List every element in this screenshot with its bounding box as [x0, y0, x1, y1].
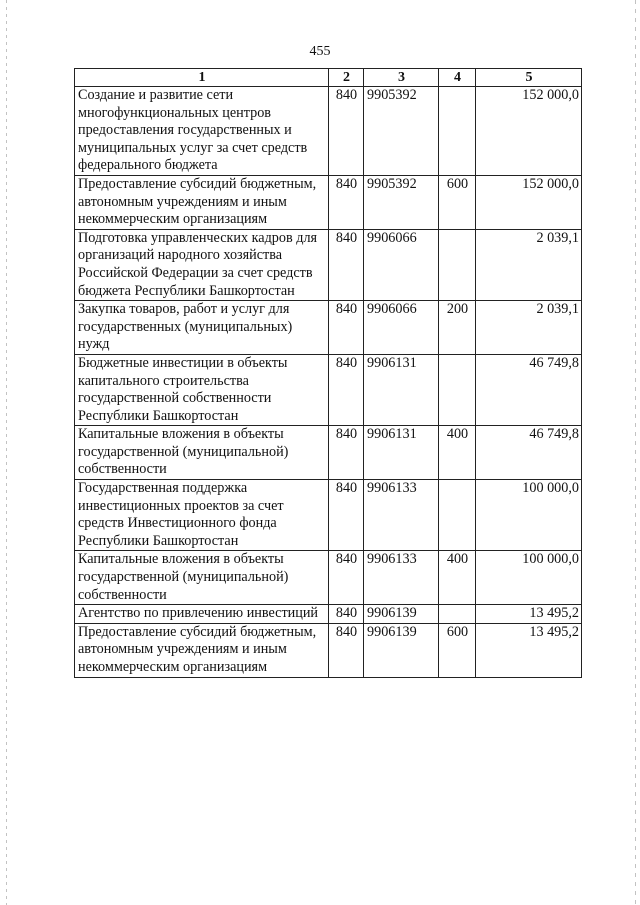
scan-edge-right	[635, 0, 636, 905]
budget-table	[74, 68, 582, 678]
row-col-5: 46 749,8	[476, 354, 582, 425]
row-col-3: 9906139	[364, 605, 439, 624]
row-col-3: 9906131	[364, 354, 439, 425]
row-col-5: 2 039,1	[476, 229, 582, 300]
header-col-4: 4	[439, 69, 476, 87]
row-col-3: 9906139	[364, 623, 439, 677]
row-col-5: 13 495,2	[476, 623, 582, 677]
row-col-2: 840	[329, 605, 364, 624]
row-col-2: 840	[329, 175, 364, 229]
row-col-3: 9905392	[364, 87, 439, 176]
row-col-4: 600	[439, 175, 476, 229]
row-col-3: 9906131	[364, 426, 439, 480]
table-row	[75, 229, 582, 300]
table-row	[75, 551, 582, 605]
row-col-4	[439, 354, 476, 425]
row-col-5: 152 000,0	[476, 87, 582, 176]
row-col-5: 2 039,1	[476, 301, 582, 355]
row-col-3: 9906133	[364, 480, 439, 551]
table-row	[75, 175, 582, 229]
row-col-4	[439, 480, 476, 551]
table-row	[75, 426, 582, 480]
row-col-5: 100 000,0	[476, 551, 582, 605]
row-col-2: 840	[329, 229, 364, 300]
row-name: Создание и развитие сети многофункциональных центров предоставления государственных и муниципальных услуг за счет средств федерального бюджета	[75, 87, 329, 176]
row-col-2: 840	[329, 623, 364, 677]
row-col-2: 840	[329, 354, 364, 425]
row-col-3: 9906133	[364, 551, 439, 605]
row-col-3: 9906066	[364, 301, 439, 355]
row-name: Бюджетные инвестиции в объекты капитального строительства государственной собственности Республики Башкортостан	[75, 354, 329, 425]
table-row	[75, 480, 582, 551]
row-col-3: 9905392	[364, 175, 439, 229]
row-col-2: 840	[329, 426, 364, 480]
row-name: Капитальные вложения в объекты государственной (муниципальной) собственности	[75, 551, 329, 605]
row-col-4	[439, 87, 476, 176]
table-row	[75, 354, 582, 425]
row-col-5: 152 000,0	[476, 175, 582, 229]
row-col-5: 100 000,0	[476, 480, 582, 551]
header-col-1: 1	[75, 69, 329, 87]
row-col-2: 840	[329, 87, 364, 176]
header-row	[75, 69, 582, 87]
row-name: Государственная поддержка инвестиционных проектов за счет средств Инвестиционного фонда Республики Башкортостан	[75, 480, 329, 551]
row-col-4: 400	[439, 551, 476, 605]
row-name: Предоставление субсидий бюджетным, автономным учреждениям и иным некоммерческим организациям	[75, 175, 329, 229]
table-row	[75, 623, 582, 677]
table-row	[75, 301, 582, 355]
header-col-5: 5	[476, 69, 582, 87]
row-col-4: 400	[439, 426, 476, 480]
row-name: Закупка товаров, работ и услуг для государственных (муниципальных) нужд	[75, 301, 329, 355]
header-col-2: 2	[329, 69, 364, 87]
row-col-2: 840	[329, 301, 364, 355]
row-col-2: 840	[329, 551, 364, 605]
table-row	[75, 605, 582, 624]
row-col-3: 9906066	[364, 229, 439, 300]
table-row	[75, 87, 582, 176]
row-name: Подготовка управленческих кадров для организаций народного хозяйства Российской Федерации за счет средств бюджета Республики Башкортостан	[75, 229, 329, 300]
row-col-5: 13 495,2	[476, 605, 582, 624]
row-col-2: 840	[329, 480, 364, 551]
row-name: Агентство по привлечению инвестиций	[75, 605, 329, 624]
row-name: Предоставление субсидий бюджетным, автономным учреждениям и иным некоммерческим организациям	[75, 623, 329, 677]
header-col-3: 3	[364, 69, 439, 87]
page-number: 455	[309, 44, 331, 59]
row-col-4: 200	[439, 301, 476, 355]
row-col-4	[439, 229, 476, 300]
row-name: Капитальные вложения в объекты государственной (муниципальной) собственности	[75, 426, 329, 480]
scan-edge-left	[6, 0, 7, 905]
row-col-5: 46 749,8	[476, 426, 582, 480]
row-col-4	[439, 605, 476, 624]
row-col-4: 600	[439, 623, 476, 677]
